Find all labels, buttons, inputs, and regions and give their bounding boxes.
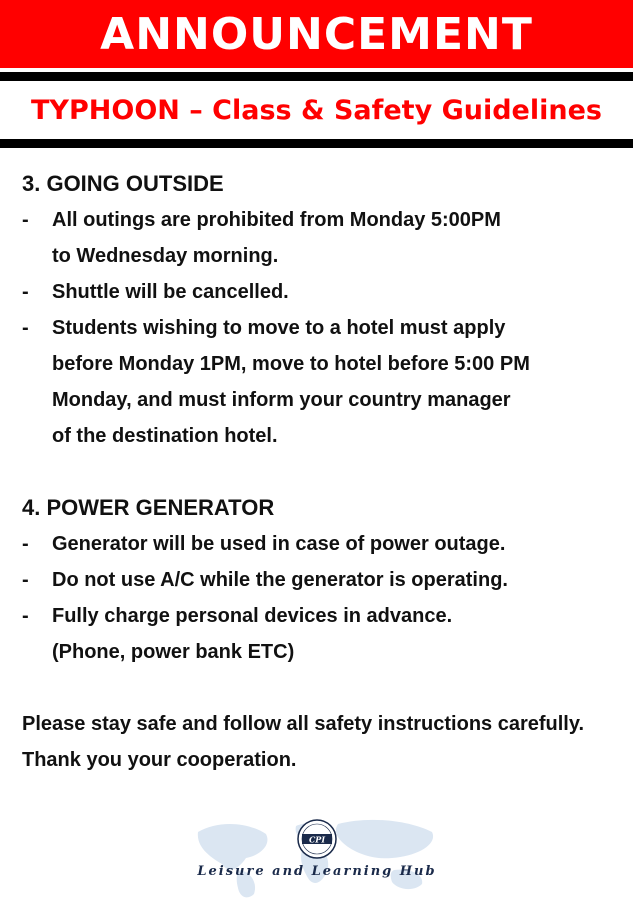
- bullet-marker: -: [22, 569, 29, 591]
- list-item: [22, 274, 622, 310]
- closing-message: Please stay safe and follow all safety instructions carefully.: [22, 713, 585, 735]
- page-title: ANNOUNCEMENT: [100, 8, 533, 60]
- list-item-continuation: before Monday 1PM, move to hotel before 5:00 PM: [52, 353, 530, 375]
- closing-thanks: Thank you your cooperation.: [22, 749, 297, 771]
- bullet-marker: -: [22, 281, 29, 303]
- announcement-body: [22, 166, 622, 778]
- bullet-marker: -: [22, 317, 29, 339]
- list-item-text: Do not use A/C while the generator is operating.: [52, 569, 508, 591]
- bullet-marker: -: [22, 605, 29, 627]
- list-item-continuation: (Phone, power bank ETC): [52, 641, 295, 663]
- bottom-divider: [0, 139, 633, 148]
- list-item-continuation: Monday, and must inform your country manager: [52, 389, 511, 411]
- list-item-text: Students wishing to move to a hotel must apply: [52, 317, 506, 339]
- cpi-seal-icon: [293, 818, 341, 860]
- announcement-banner: [0, 0, 633, 68]
- bullet-marker: -: [22, 209, 29, 231]
- brand-tagline: Leisure and Learning Hub: [197, 864, 437, 879]
- list-item-text: Shuttle will be cancelled.: [52, 281, 289, 303]
- list-item-continuation: to Wednesday morning.: [52, 245, 279, 267]
- list-item-text: Generator will be used in case of power outage.: [52, 533, 506, 555]
- list-item-text: All outings are prohibited from Monday 5:00PM: [52, 209, 501, 231]
- section-going-outside: [22, 166, 622, 454]
- footer-logo: [188, 812, 446, 901]
- bullet-marker: -: [22, 533, 29, 555]
- list-item: [22, 598, 622, 634]
- spacer: [22, 670, 622, 706]
- top-divider: [0, 72, 633, 81]
- section-power-generator: [22, 490, 622, 670]
- list-item-continuation: of the destination hotel.: [52, 425, 278, 447]
- logo-text: CPI: [308, 834, 326, 845]
- section-title: 4. POWER GENERATOR: [22, 495, 275, 520]
- list-item: [22, 526, 622, 562]
- list-item: [22, 310, 622, 346]
- section-title: 3. GOING OUTSIDE: [22, 171, 224, 196]
- list-item: [22, 562, 622, 598]
- list-item-text: Fully charge personal devices in advance.: [52, 605, 453, 627]
- spacer: [22, 454, 622, 490]
- page-subtitle: TYPHOON – Class & Safety Guidelines: [31, 94, 602, 126]
- list-item: [22, 202, 622, 238]
